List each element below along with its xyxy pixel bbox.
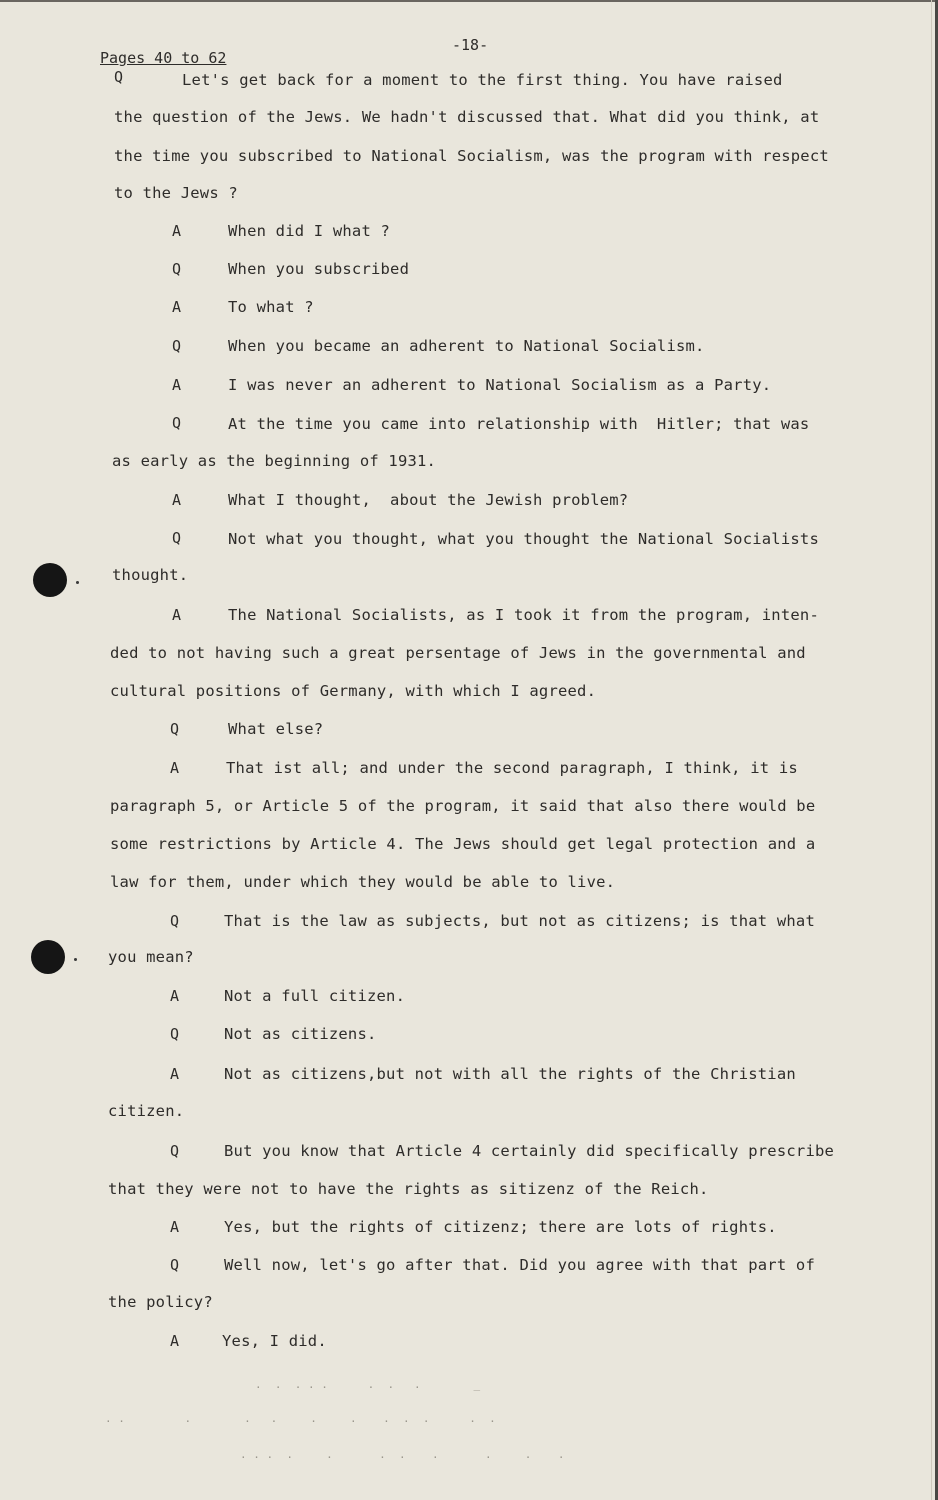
punch-hole-upper	[33, 563, 67, 597]
page-top-edge	[0, 0, 938, 2]
bleed-through-marks: . . . . . . . . _	[255, 1378, 481, 1391]
line-speaker: A	[170, 1332, 180, 1350]
page-crease	[931, 0, 932, 1500]
transcript-line: The National Socialists, as I took it from the program, inten-	[228, 606, 819, 624]
transcript-line: I was never an adherent to National Socialism as a Party.	[228, 376, 772, 394]
line-speaker: Q	[170, 1025, 180, 1043]
punch-hole-lower	[31, 940, 65, 974]
pages-reference: Pages 40 to 62	[100, 49, 227, 67]
line-speaker: A	[170, 1065, 180, 1083]
transcript-line: Not as citizens,but not with all the rights of the Christian	[224, 1065, 796, 1083]
transcript-line: the time you subscribed to National Socialism, was the program with respect	[114, 147, 829, 165]
transcript-line: you mean?	[108, 948, 194, 966]
page-number: -18-	[452, 36, 489, 54]
line-speaker: A	[172, 606, 182, 624]
transcript-line: to the Jews ?	[114, 184, 238, 202]
transcript-line: law for them, under which they would be able to live.	[110, 873, 616, 891]
line-speaker: A	[170, 987, 180, 1005]
transcript-line: the policy?	[108, 1293, 213, 1311]
line-speaker: A	[172, 491, 182, 509]
transcript-line: paragraph 5, or Article 5 of the program, it said that also there would be	[110, 797, 816, 815]
line-speaker: Q	[170, 720, 180, 738]
transcript-line: Yes, but the rights of citizenz; there are lots of rights.	[224, 1218, 777, 1236]
line-speaker: Q	[170, 1256, 180, 1274]
transcript-line: as early as the beginning of 1931.	[112, 452, 437, 470]
line-speaker: A	[172, 222, 182, 240]
transcript-line: ded to not having such a great persentage of Jews in the governmental and	[110, 644, 806, 662]
transcript-line: Well now, let's go after that. Did you agree with that part of	[224, 1256, 815, 1274]
line-speaker: A	[170, 759, 180, 777]
transcript-line: When you subscribed	[228, 260, 410, 278]
transcript-line: Not a full citizen.	[224, 987, 406, 1005]
transcript-line: But you know that Article 4 certainly did specifically prescribe	[224, 1142, 835, 1160]
line-speaker: Q	[170, 912, 180, 930]
transcript-line: At the time you came into relationship with Hitler; that was	[228, 415, 810, 433]
transcript-line: thought.	[112, 566, 189, 584]
transcript-line: some restrictions by Article 4. The Jews should get legal protection and a	[110, 835, 816, 853]
line-speaker: Q	[172, 414, 182, 432]
line-speaker: A	[172, 376, 182, 394]
transcript-line: Not as citizens.	[224, 1025, 377, 1043]
transcript-line: To what ?	[228, 298, 314, 316]
line-speaker: Q	[172, 337, 182, 355]
line-speaker: Q	[170, 1142, 180, 1160]
bleed-through-marks: . . . . . . . . . . . .	[105, 1412, 496, 1425]
transcript-line: That ist all; and under the second paragraph, I think, it is	[226, 759, 798, 777]
transcript-line: What else?	[228, 720, 324, 738]
line-speaker: Q	[172, 260, 182, 278]
transcript-line: the question of the Jews. We hadn't discussed that. What did you think, at	[114, 108, 820, 126]
line-speaker: Q	[114, 68, 124, 86]
transcript-line: citizen.	[108, 1102, 185, 1120]
bleed-through-marks: . . . . . . . . . . .	[240, 1448, 565, 1461]
transcript-line: When did I what ?	[228, 222, 391, 240]
transcript-line: Not what you thought, what you thought the National Socialists	[228, 530, 819, 548]
transcript-line: That is the law as subjects, but not as citizens; is that what	[224, 912, 815, 930]
transcript-line: When you became an adherent to National Socialism.	[228, 337, 705, 355]
transcript-line: that they were not to have the rights as sitizenz of the Reich.	[108, 1180, 709, 1198]
line-speaker: A	[170, 1218, 180, 1236]
transcript-line: cultural positions of Germany, with which I agreed.	[110, 682, 597, 700]
transcript-line: Let's get back for a moment to the first thing. You have raised	[182, 71, 783, 89]
line-speaker: A	[172, 298, 182, 316]
line-speaker: Q	[172, 529, 182, 547]
transcript-line: Yes, I did.	[222, 1332, 327, 1350]
transcript-line: What I thought, about the Jewish problem?	[228, 491, 629, 509]
